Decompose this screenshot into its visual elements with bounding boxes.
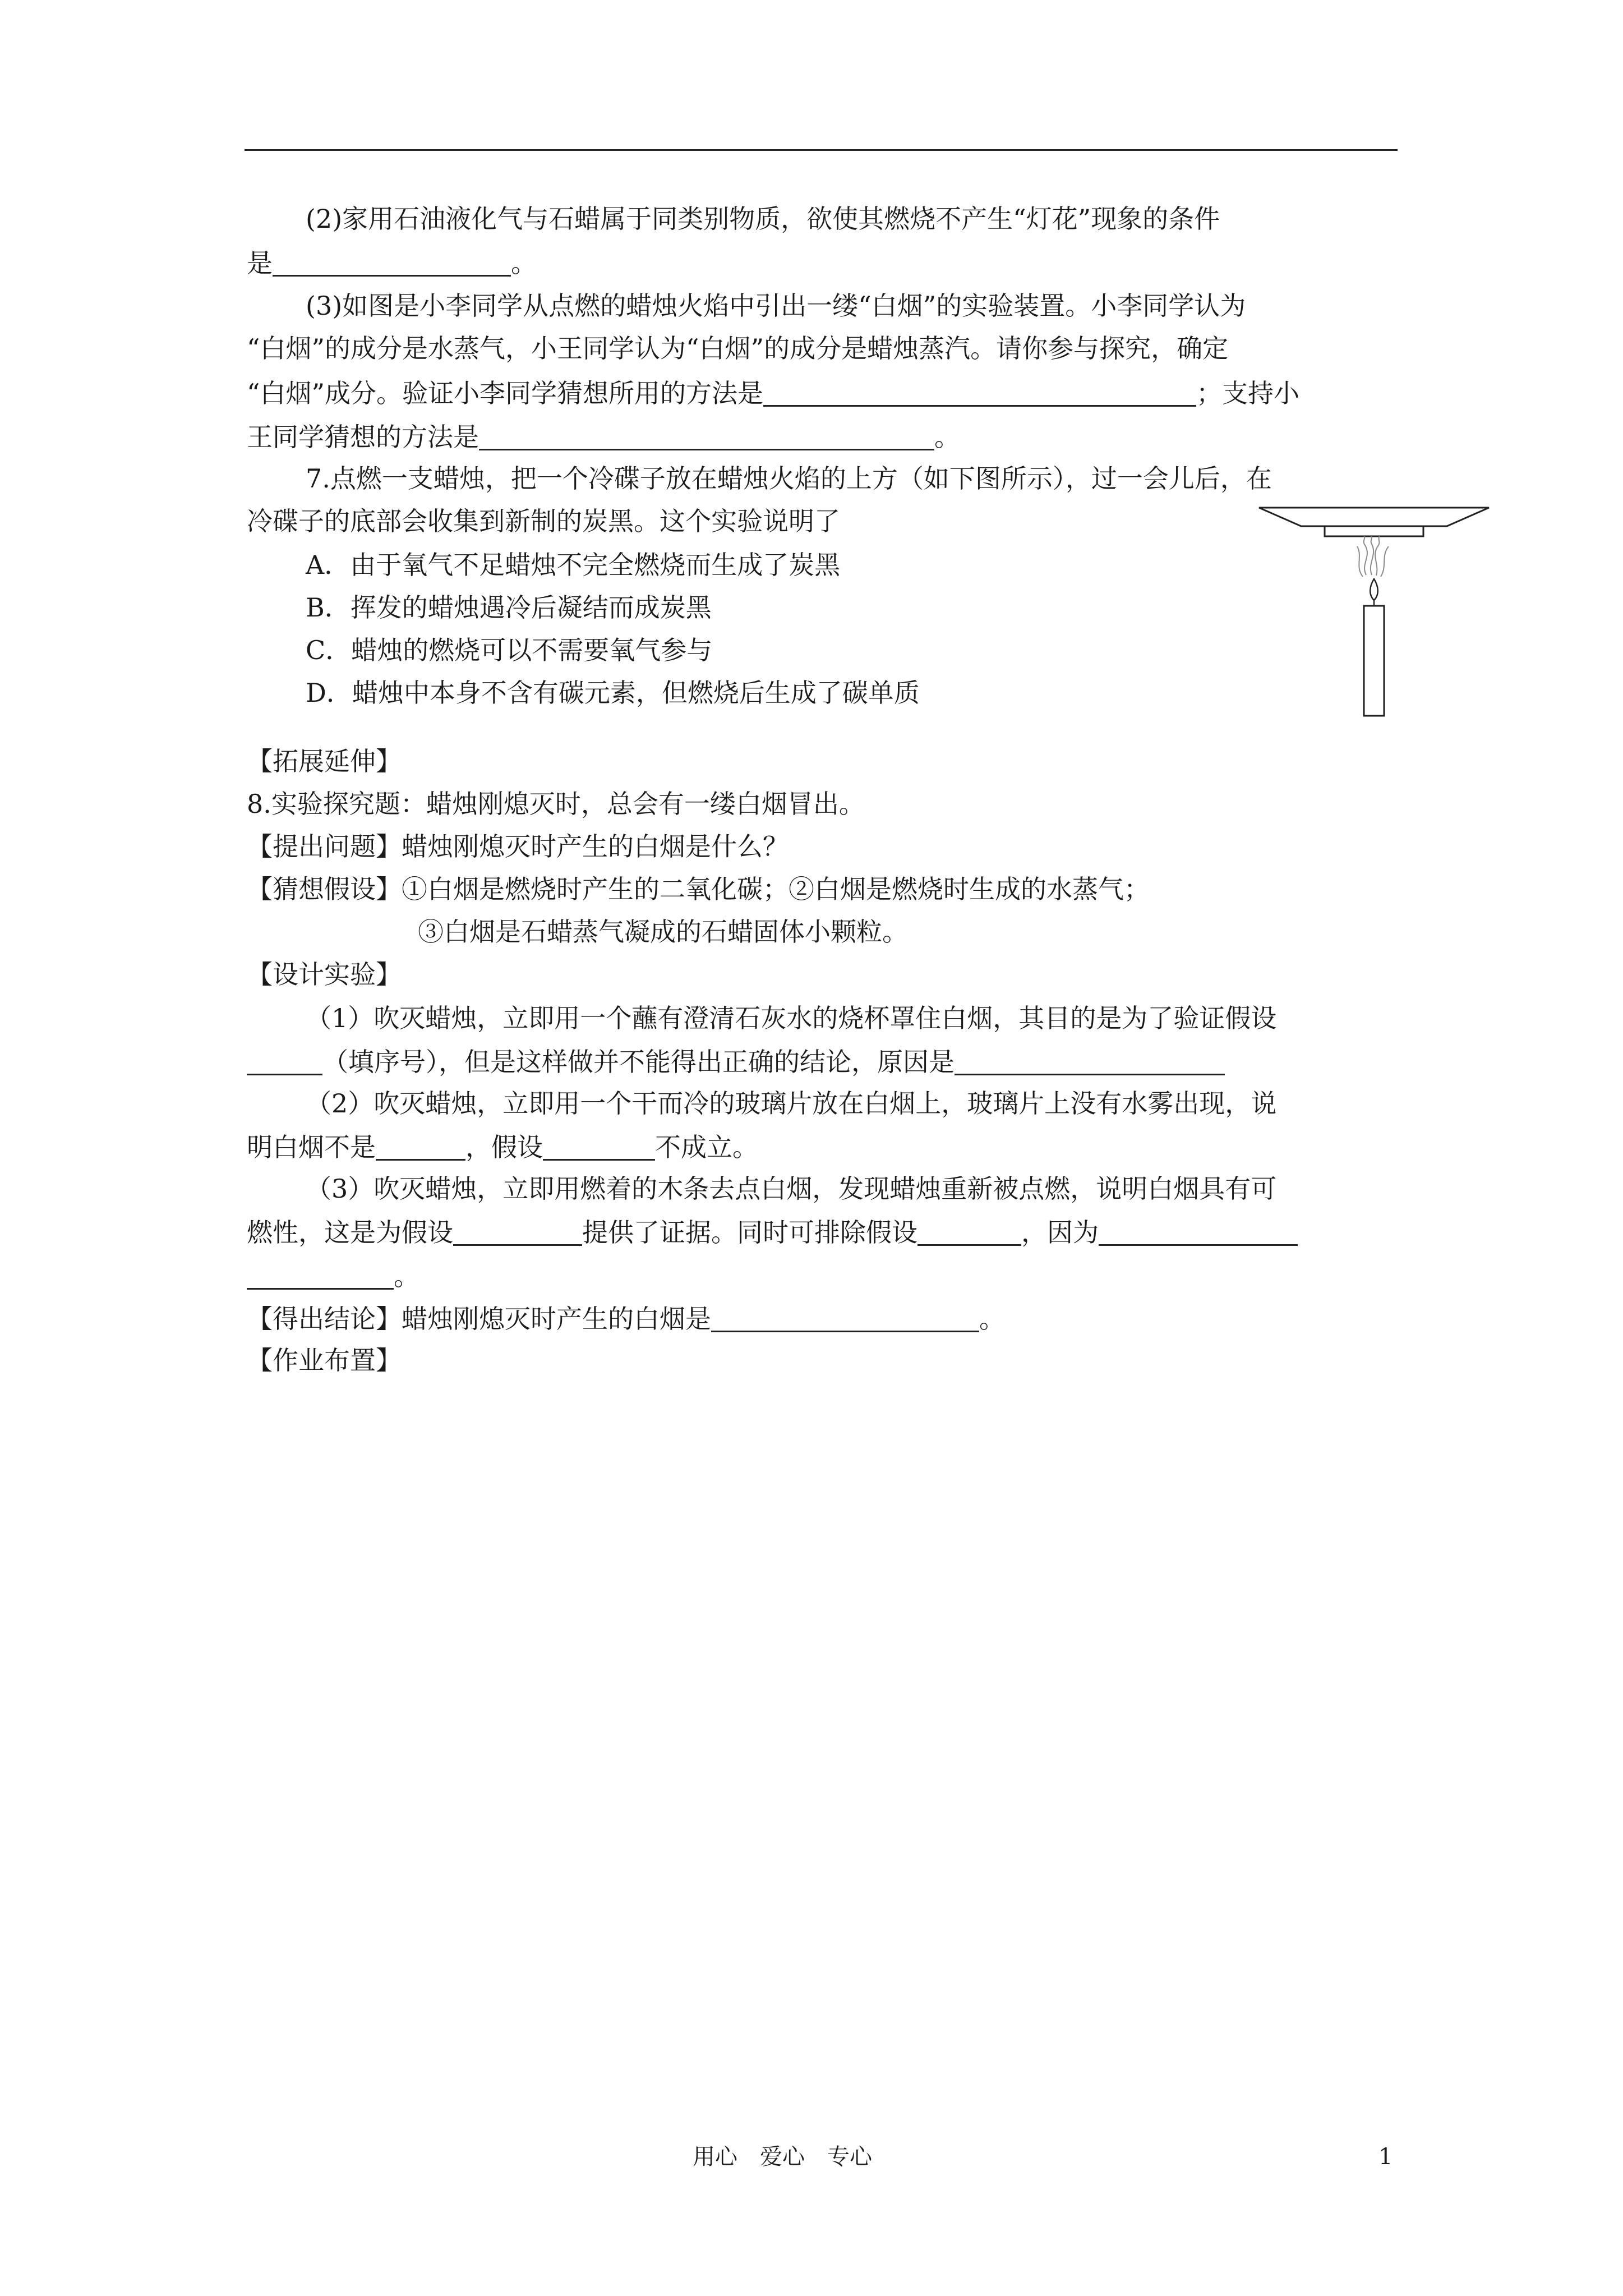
q8-title: 8.实验探究题：蜡烛刚熄灭时，总会有一缕白烟冒出。	[247, 789, 865, 819]
q7-option-a[interactable]: A．由于氧气不足蜡烛不完全燃烧而生成了炭黑	[306, 550, 841, 580]
q6-part2-pre: 是	[247, 248, 273, 278]
q8-design1-line2	[247, 1048, 1225, 1075]
answer-blank[interactable]	[479, 423, 934, 450]
candle-flame	[1370, 579, 1378, 606]
q6-part3-method2-prompt: 王同学猜想的方法是	[247, 422, 479, 452]
soot-smoke	[1357, 536, 1389, 577]
q8-design2-line2	[247, 1133, 758, 1161]
q7-stem-line1: 7.点燃一支蜡烛，把一个冷碟子放在蜡烛火焰的上方（如下图所示），过一会儿后，在	[306, 463, 1272, 494]
q7-option-d[interactable]: D．蜡烛中本身不含有碳元素，但燃烧后生成了碳单质	[306, 678, 920, 708]
q7-option-c[interactable]: C．蜡烛的燃烧可以不需要氧气参与	[306, 635, 713, 665]
answer-blank[interactable]	[376, 1133, 465, 1161]
q8-design-heading: 【设计实验】	[247, 959, 402, 990]
q8-question: 【提出问题】蜡烛刚熄灭时产生的白烟是什么？	[247, 831, 789, 862]
answer-blank[interactable]	[1099, 1218, 1298, 1246]
q8-design2-text1: 明白烟不是	[247, 1132, 376, 1162]
candle	[1364, 606, 1384, 716]
answer-blank[interactable]	[543, 1133, 655, 1161]
q8-hypothesis-line1: 【猜想假设】①白烟是燃烧时产生的二氧化碳；②白烟是燃烧时生成的水蒸气；	[247, 874, 1150, 904]
q8-conclusion	[247, 1305, 1005, 1332]
header-rule	[245, 149, 1398, 151]
q8-design3-line3	[247, 1262, 419, 1290]
q8-design3-text1: 燃性，这是为假设	[247, 1217, 453, 1248]
footer-motto: 用心 爱心 专心	[693, 2144, 872, 2170]
q8-design3-end: 。	[394, 1261, 419, 1291]
q8-conclusion-text: 【得出结论】蜡烛刚熄灭时产生的白烟是	[247, 1304, 711, 1334]
q6-part2-line1: (2)家用石油液化气与石蜡属于同类别物质，欲使其燃烧不产生“灯花”现象的条件	[306, 204, 1220, 234]
answer-blank[interactable]	[453, 1218, 582, 1246]
q6-part2-post: 。	[511, 248, 537, 278]
answer-blank[interactable]	[273, 249, 511, 277]
q8-design2-text2: ，假设	[465, 1132, 543, 1162]
q8-design3-text2: 提供了证据。同时可排除假设	[582, 1217, 917, 1248]
candle-cold-dish-figure	[1256, 505, 1492, 729]
q6-part3-method-post: ；支持小	[1196, 378, 1300, 408]
answer-blank[interactable]	[247, 1262, 394, 1290]
q6-part3-line1: (3)如图是小李同学从点燃的蜡烛火焰中引出一缕“白烟”的实验装置。小李同学认为	[306, 291, 1246, 321]
q6-part3-line3	[247, 379, 1299, 407]
answer-blank[interactable]	[711, 1305, 979, 1332]
q8-design2-line1: （2）吹灭蜡烛，立即用一个干而冷的玻璃片放在白烟上，玻璃片上没有水雾出现，说	[306, 1088, 1277, 1119]
q8-hypothesis-line2: ③白烟是石蜡蒸气凝成的石蜡固体小颗粒。	[418, 917, 908, 947]
answer-blank[interactable]	[763, 379, 1196, 407]
q8-design3-line1: （3）吹灭蜡烛，立即用燃着的木条去点白烟，发现蜡烛重新被点燃，说明白烟具有可	[306, 1174, 1277, 1204]
q6-part3-line4	[247, 423, 960, 450]
q8-design2-text3: 不成立。	[655, 1132, 758, 1162]
cold-dish	[1259, 508, 1489, 536]
q6-part3-method2-post: 。	[934, 422, 960, 452]
q6-part2-line2	[247, 249, 537, 277]
q8-design1-line1: （1）吹灭蜡烛，立即用一个蘸有澄清石灰水的烧杯罩住白烟，其目的是为了验证假设	[306, 1003, 1277, 1033]
q7-option-b[interactable]: B．挥发的蜡烛遇冷后凝结而成炭黑	[306, 592, 712, 623]
section-heading-homework: 【作业布置】	[247, 1345, 402, 1375]
answer-blank[interactable]	[247, 1048, 322, 1075]
answer-blank[interactable]	[917, 1218, 1021, 1246]
q6-part3-method-prompt: “白烟”成分。验证小李同学猜想所用的方法是	[247, 378, 764, 408]
section-heading-extension: 【拓展延伸】	[247, 746, 402, 776]
q8-design1-text: （填序号），但是这样做并不能得出正确的结论，原因是	[322, 1047, 955, 1077]
answer-blank[interactable]	[955, 1048, 1225, 1075]
q8-design3-text3: ，因为	[1021, 1217, 1099, 1248]
q6-part3-line2: “白烟”的成分是水蒸气，小王同学认为“白烟”的成分是蜡烛蒸汽。请你参与探究，确定	[247, 333, 1229, 364]
q8-conclusion-end: 。	[979, 1304, 1005, 1334]
q8-design3-line2	[247, 1218, 1298, 1246]
page-number: 1	[1378, 2144, 1393, 2170]
q7-stem-line2: 冷碟子的底部会收集到新制的炭黑。这个实验说明了	[247, 506, 840, 536]
